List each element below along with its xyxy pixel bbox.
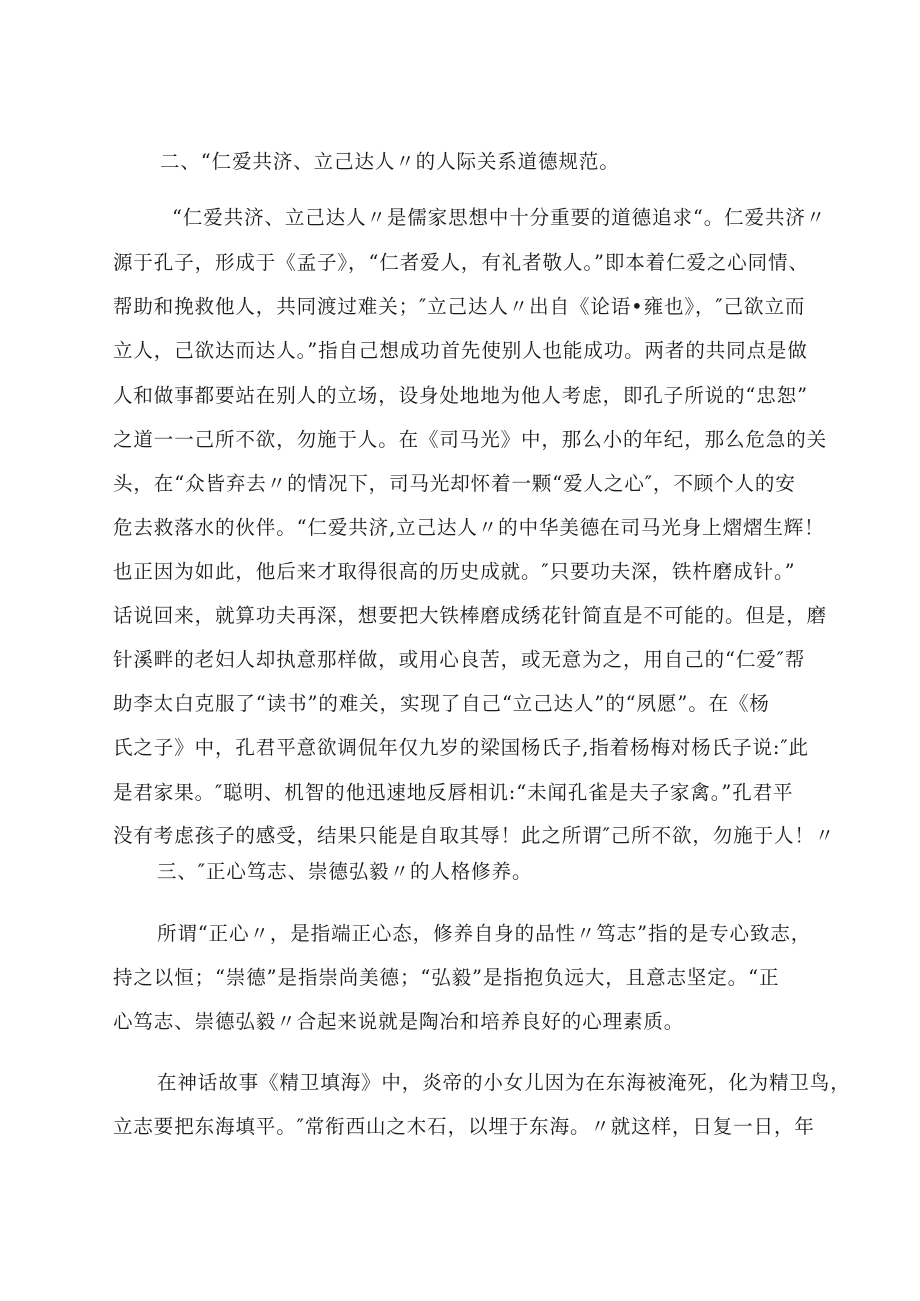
text-line: 针溪畔的老妇人却执意那样做，或用心良苦，或无意为之，用自己的“仁爱″帮 [113, 648, 806, 671]
text-line: 人和做事都要站在别人的立场，设身处地地为他人考虑，即孔子所说的“忠恕” [113, 384, 808, 407]
section-heading-three: 三、″正心笃志、崇德弘毅〃的人格修养。 [157, 860, 533, 883]
text-line: 氏之子》中，孔君平意欲调侃年仅九岁的梁国杨氏子,指着杨梅对杨氏子说:″此 [113, 736, 809, 759]
text-line: 帮助和挽救他人，共同渡过难关；″立己达人〃出自《论语•雍也》，″己欲立而 [113, 295, 806, 318]
text-line: 也正因为如此，他后来才取得很高的历史成就。″只要功夫深，铁杵磨成针。” [113, 560, 796, 583]
text-line: 是君家果。″聪明、机智的他迅速地反唇相讥:“未闻孔雀是夫子家禽。”孔君平 [113, 781, 794, 804]
text-line: 所谓“正心〃，是指端正心态，修养自身的品性〃笃志”指的是专心致志， [157, 922, 812, 945]
section-heading-two: 二、“仁爱共济、立己达人〃的人际关系道德规范。 [160, 150, 620, 173]
text-line: 没有考虑孩子的感受，结果只能是自取其辱！此之所谓″己所不欲，勿施于人！〃 [113, 824, 836, 847]
text-line: 话说回来，就算功夫再深，想要把大铁棒磨成绣花针简直是不可能的。但是，磨 [113, 604, 828, 627]
text-line: 在神话故事《精卫填海》中，炎帝的小女儿因为在东海被淹死，化为精卫鸟， [157, 1071, 851, 1094]
text-line: 源于孔子，形成于《孟子》，“仁者爱人，有礼者敬人。”即本着仁爱之心同情、 [113, 251, 809, 274]
text-line: 立志要把东海填平。″常衔西山之木石，以埋于东海。〃就这样，日复一日，年 [113, 1115, 815, 1138]
text-line: 之道一一己所不欲，勿施于人。在《司马光》中，那么小的年纪，那么危急的关 [113, 428, 828, 451]
text-line: 危去救落水的伙伴。“仁爱共济,立己达人〃的中华美德在司马光身上熠熠生辉！ [113, 516, 825, 539]
text-line: 持之以恒；“崇德”是指崇尚美德；“弘毅”是指抱负远大，且意志坚定。“正 [113, 966, 780, 989]
text-line: 立人，己欲达而达人。”指自己想成功首先使别人也能成功。两者的共同点是做 [113, 339, 808, 362]
text-line: 助李太白克服了“读书”的难关，实现了自己“立己达人”的“夙愿”。在《杨 [113, 692, 770, 715]
text-line: “仁爱共济、立己达人〃是儒家思想中十分重要的道德追求“。仁爱共济〃 [172, 206, 827, 229]
text-line: 头，在“众皆弃去〃的情况下，司马光却怀着一颗“爱人之心″，不顾个人的安 [113, 472, 796, 495]
text-line: 心笃志、崇德弘毅〃合起来说就是陶冶和培养良好的心理素质。 [113, 1010, 685, 1033]
